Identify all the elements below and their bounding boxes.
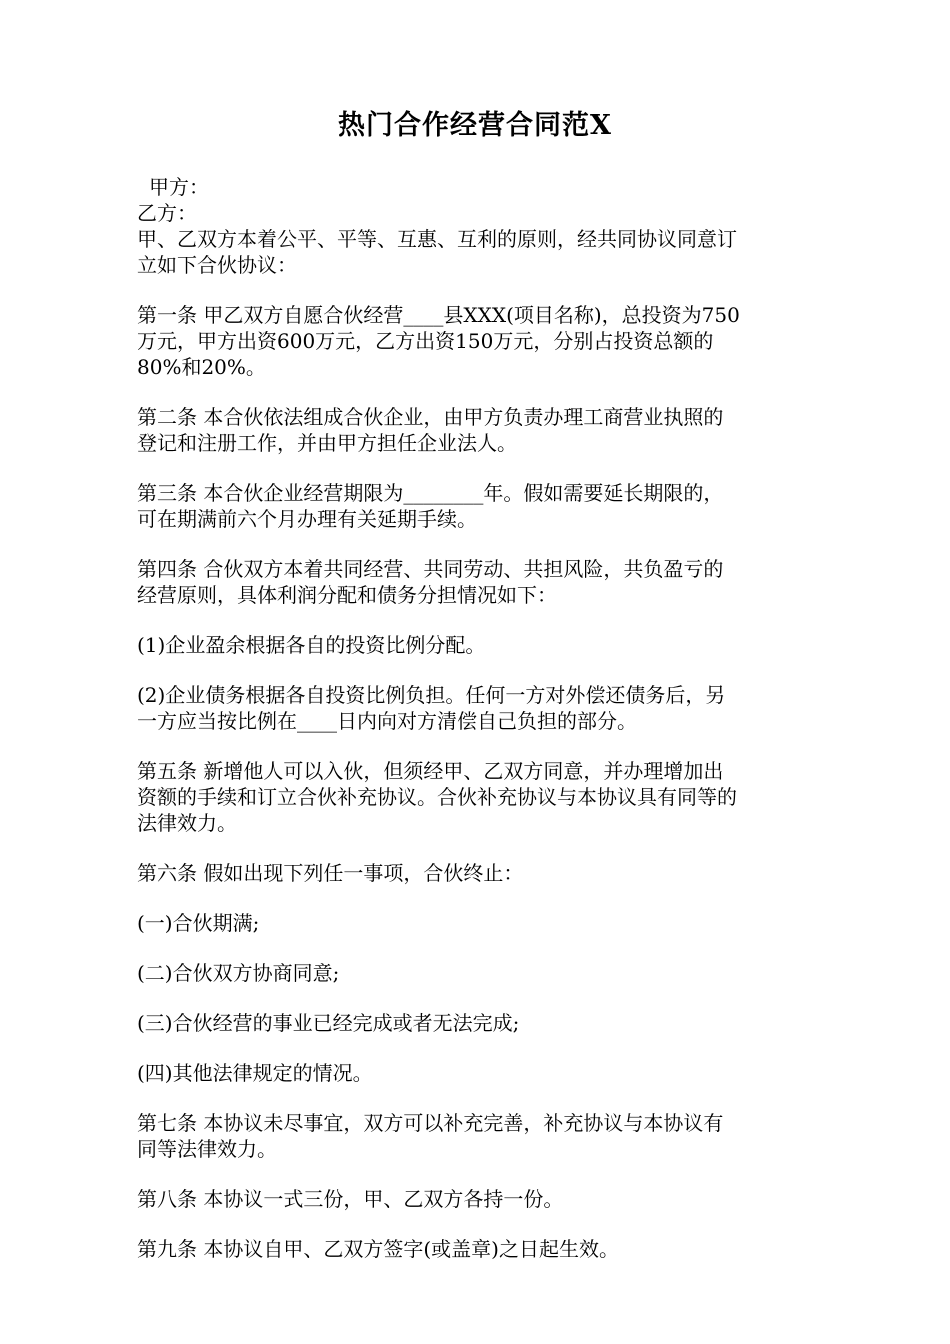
paragraph-line: 法律效力。 xyxy=(137,811,237,835)
paragraph-line: (一)合伙期满; xyxy=(137,911,260,935)
document-title: 热门合作经营合同范X xyxy=(338,110,612,141)
paragraph-line: 万元，甲方出资600万元，乙方出资150万元，分别占投资总额的 xyxy=(137,329,714,353)
intro-line-2: 立如下合伙协议： xyxy=(137,253,297,277)
article-9 xyxy=(137,1236,817,1262)
article-4-item-2 xyxy=(137,682,817,734)
paragraph-line: 第八条 本协议一式三份，甲、乙双方各持一份。 xyxy=(137,1187,564,1211)
paragraph-line: 登记和注册工作，并由甲方担任企业法人。 xyxy=(137,431,517,455)
party-b-line: 乙方： xyxy=(137,201,197,225)
paragraph-line: 资额的手续和订立合伙补充协议。合伙补充协议与本协议具有同等的 xyxy=(137,785,737,809)
paragraph-line: 第一条 甲乙双方自愿合伙经营____县XXX(项目名称)，总投资为750 xyxy=(137,303,740,327)
paragraph-line: 第五条 新增他人可以入伙，但须经甲、乙双方同意，并办理增加出 xyxy=(137,759,724,783)
article-7 xyxy=(137,1110,817,1162)
article-6-item-2 xyxy=(137,960,817,986)
paragraph-line: 第九条 本协议自甲、乙双方签字(或盖章)之日起生效。 xyxy=(137,1237,619,1261)
document-body xyxy=(137,174,817,1262)
paragraph-line: 第七条 本协议未尽事宜，双方可以补充完善，补充协议与本协议有 xyxy=(137,1111,724,1135)
paragraph-line: 同等法律效力。 xyxy=(137,1137,277,1161)
article-6-item-3 xyxy=(137,1010,817,1036)
article-4 xyxy=(137,556,817,608)
article-3 xyxy=(137,480,817,532)
paragraph-line: (二)合伙双方协商同意; xyxy=(137,961,340,985)
paragraph-line: (三)合伙经营的事业已经完成或者无法完成; xyxy=(137,1011,520,1035)
article-5 xyxy=(137,758,817,836)
article-2 xyxy=(137,404,817,456)
paragraph-line: (1)企业盈余根据各自的投资比例分配。 xyxy=(137,633,486,657)
paragraph-line: (四)其他法律规定的情况。 xyxy=(137,1061,373,1085)
paragraph-line: 第四条 合伙双方本着共同经营、共同劳动、共担风险，共负盈亏的 xyxy=(137,557,724,581)
article-8 xyxy=(137,1186,817,1212)
paragraph-line: (2)企业债务根据各自投资比例负担。任何一方对外偿还债务后，另 xyxy=(137,683,726,707)
paragraph-line: 可在期满前六个月办理有关延期手续。 xyxy=(137,507,477,531)
paragraph-line: 80%和20%。 xyxy=(137,355,266,379)
article-6 xyxy=(137,860,817,886)
paragraph-line: 经营原则，具体利润分配和债务分担情况如下： xyxy=(137,583,557,607)
article-6-item-4 xyxy=(137,1060,817,1086)
party-a-line: 甲方： xyxy=(149,175,209,199)
intro-line-1: 甲、乙双方本着公平、平等、互惠、互利的原则，经共同协议同意订 xyxy=(137,227,737,251)
article-1 xyxy=(137,302,817,380)
article-4-item-1 xyxy=(137,632,817,658)
article-6-item-1 xyxy=(137,910,817,936)
paragraph-line: 一方应当按比例在____日内向对方清偿自己负担的部分。 xyxy=(137,709,637,733)
paragraph-line: 第六条 假如出现下列任一事项，合伙终止： xyxy=(137,861,524,885)
header-block xyxy=(137,174,817,278)
paragraph-line: 第二条 本合伙依法组成合伙企业，由甲方负责办理工商营业执照的 xyxy=(137,405,724,429)
paragraph-line: 第三条 本合伙企业经营期限为________年。假如需要延长期限的， xyxy=(137,481,724,505)
